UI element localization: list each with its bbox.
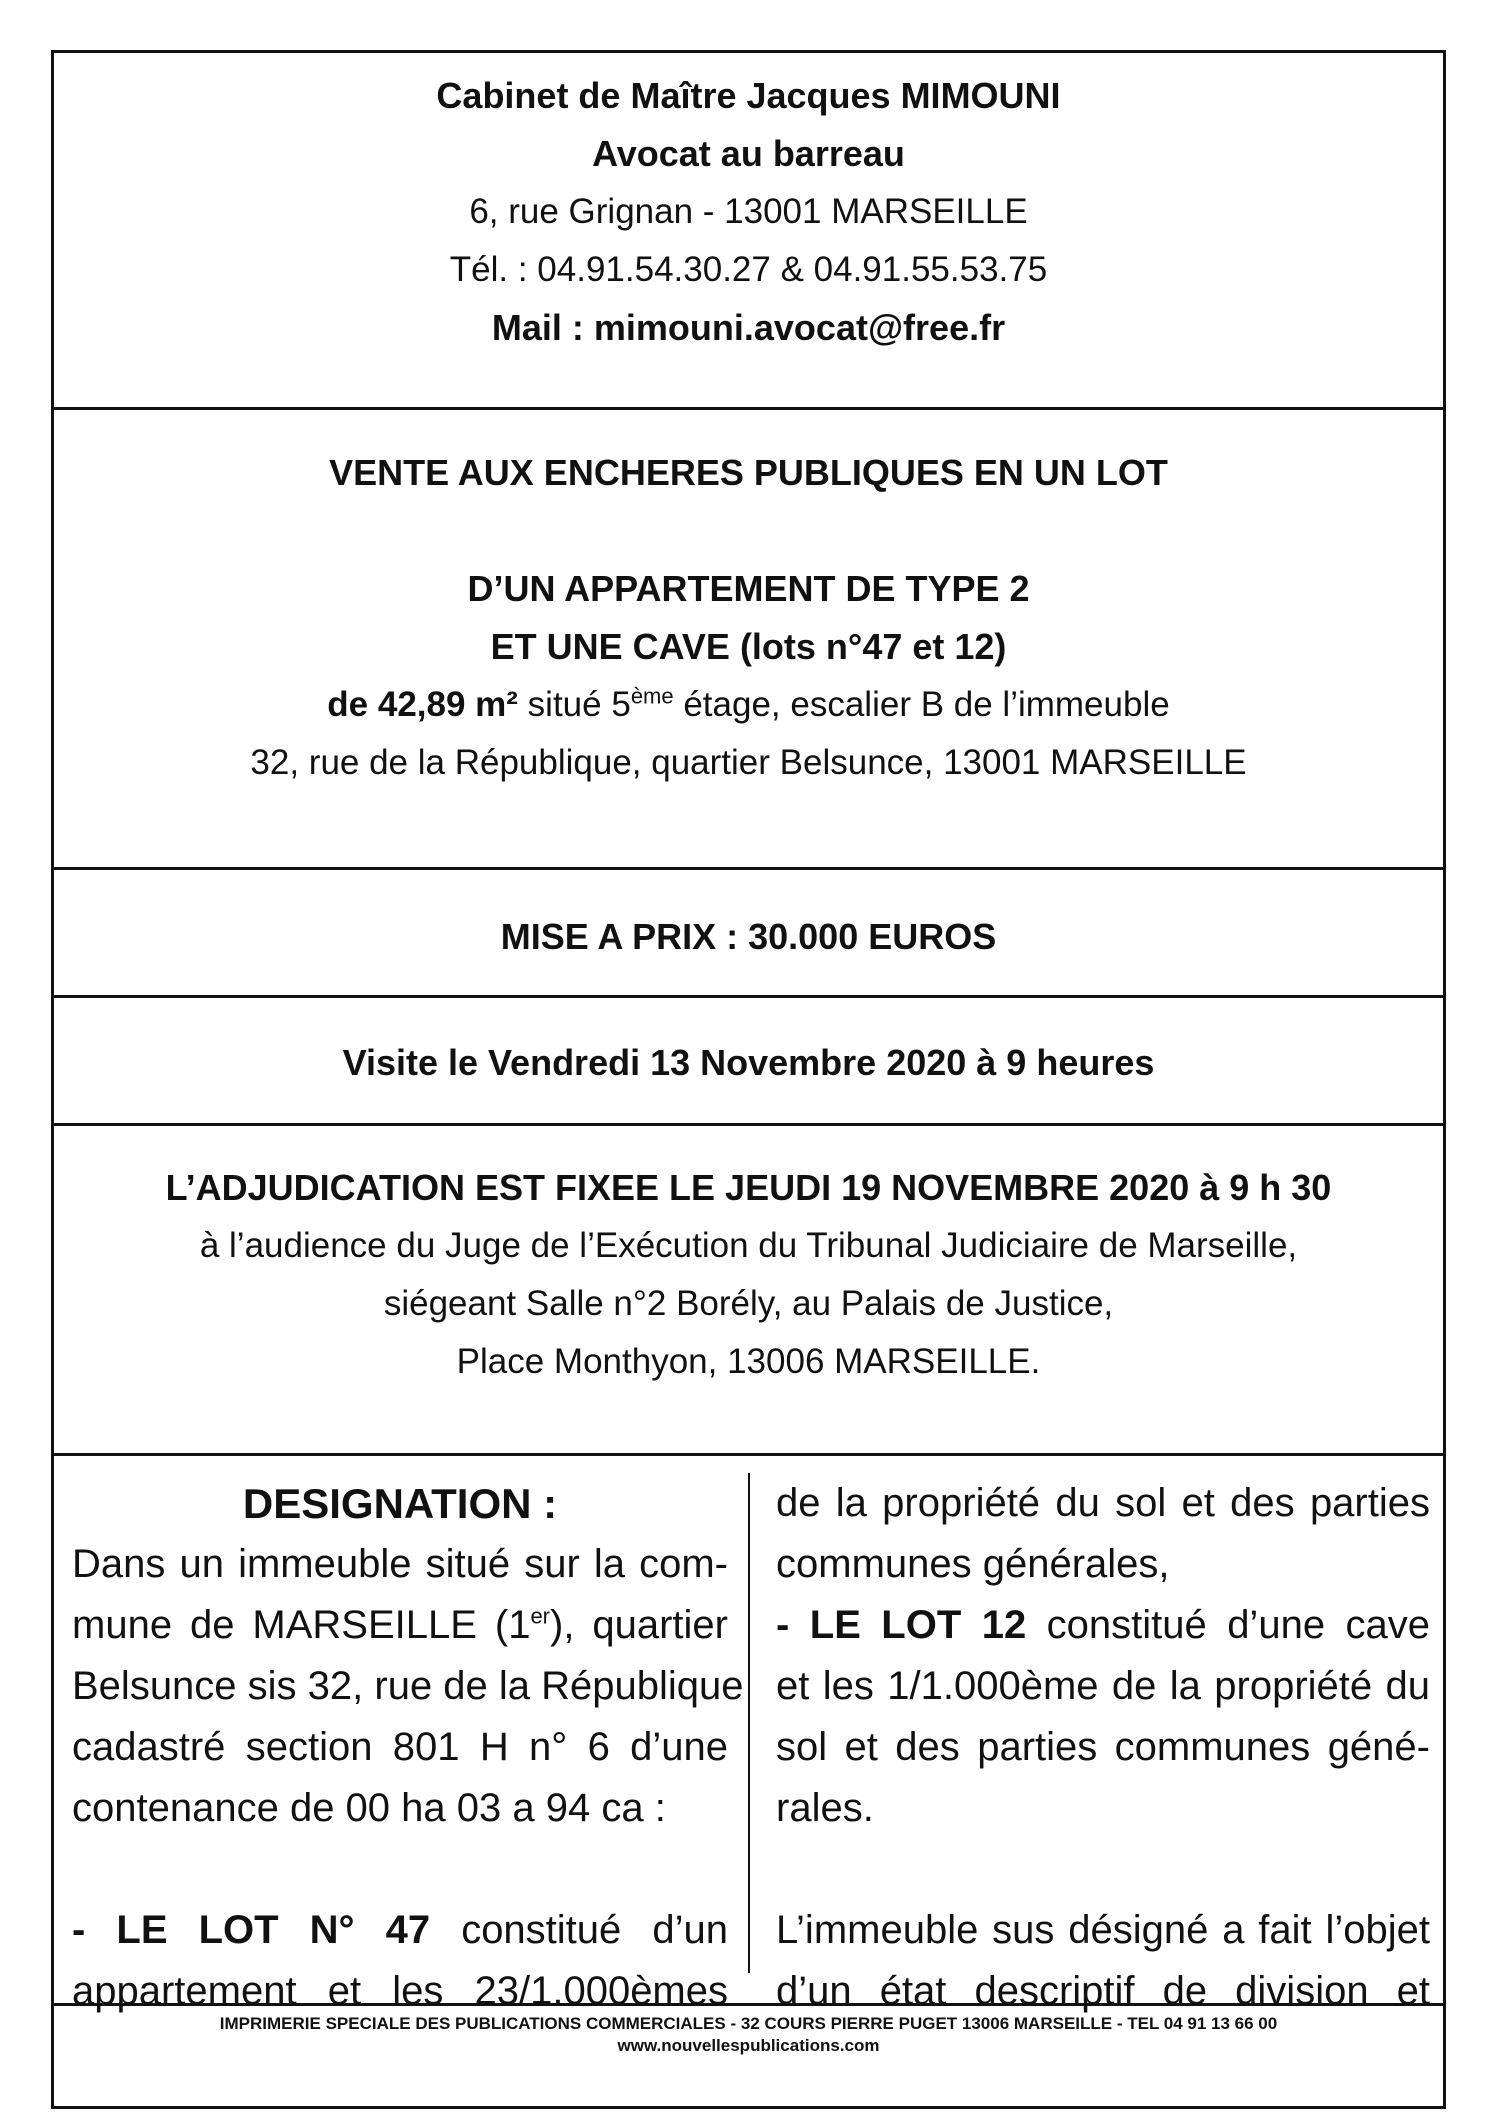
printer-footer: [54, 2013, 1443, 2057]
divider: [54, 995, 1443, 998]
designation-heading: DESIGNATION :: [242, 1480, 558, 1527]
printer-website: www.nouvellespublications.com: [617, 2036, 880, 2055]
notice-frame: [51, 50, 1446, 2109]
designation-text: contenance de 00 ha 03 a 94 ca :: [72, 1786, 666, 1830]
lot-47: - LE LOT N° 47 constitué d’un: [72, 1908, 728, 1952]
designation-text: rales.: [776, 1786, 874, 1830]
designation-text: L’immeuble sus désigné a fait l’objet: [776, 1908, 1430, 1952]
cabinet-name: Cabinet de Maître Jacques MIMOUNI: [436, 75, 1061, 116]
designation-text: cadastré section 801 H n° 6 d’une: [72, 1725, 728, 1769]
adjudication-title: L’ADJUDICATION EST FIXEE LE JEUDI 19 NOVEMBRE 2020 à 9 h 30: [165, 1167, 1332, 1208]
adjudication-court: à l’audience du Juge de l’Exécution du Tribunal Judiciaire de Marseille,: [199, 1226, 1298, 1265]
sale-lots: ET UNE CAVE (lots n°47 et 12): [490, 626, 1007, 667]
divider: [54, 2003, 1443, 2006]
adjudication-section: [54, 1159, 1443, 1391]
designation-right-column: [776, 1473, 1430, 2022]
lawyer-title: Avocat au barreau: [592, 133, 905, 174]
printer-info: IMPRIMERIE SPECIALE DES PUBLICATIONS COMMERCIALES - 32 COURS PIERRE PUGET 13006 MARSEILLE - TEL 04 91 13 66 00: [219, 2014, 1278, 2033]
designation-text: appartement et les 23/1.000èmes: [72, 1969, 728, 2013]
sale-type: D’UN APPARTEMENT DE TYPE 2: [467, 568, 1030, 609]
sale-title: VENTE AUX ENCHERES PUBLIQUES EN UN LOT: [329, 452, 1168, 493]
designation-left-column: [72, 1473, 744, 2022]
visit-section: [54, 1034, 1443, 1092]
lot-12: - LE LOT 12 constitué d’une cave: [776, 1603, 1430, 1647]
designation-text: Belsunce sis 32, rue de la République: [72, 1664, 744, 1708]
sale-address: 32, rue de la République, quartier Belsunce, 13001 MARSEILLE: [250, 743, 1247, 782]
visit-date: Visite le Vendredi 13 Novembre 2020 à 9 heures: [342, 1042, 1155, 1083]
designation-text: Dans un immeuble situé sur la com-: [72, 1542, 728, 1586]
designation-text: mune de MARSEILLE (1er), quartier: [72, 1603, 728, 1647]
divider: [54, 407, 1443, 410]
cabinet-phone: Tél. : 04.91.54.30.27 & 04.91.55.53.75: [449, 250, 1048, 289]
designation-text: sol et des parties communes géné-: [776, 1725, 1430, 1769]
cabinet-address: 6, rue Grignan - 13001 MARSEILLE: [469, 192, 1028, 231]
divider: [54, 1453, 1443, 1456]
divider: [54, 867, 1443, 870]
sale-section: [54, 444, 1443, 792]
designation-text: et les 1/1.000ème de la propriété du: [776, 1664, 1430, 1708]
adjudication-place: Place Monthyon, 13006 MARSEILLE.: [456, 1342, 1041, 1381]
divider: [54, 1123, 1443, 1126]
designation-text: communes générales,: [776, 1542, 1170, 1586]
adjudication-room: siégeant Salle n°2 Borély, au Palais de Justice,: [383, 1284, 1114, 1323]
sale-area: de 42,89 m²: [327, 685, 518, 724]
price-section: [54, 908, 1443, 966]
column-divider: [748, 1473, 750, 1973]
lawyer-header: [54, 67, 1443, 357]
designation-text: d’un état descriptif de division et: [776, 1969, 1430, 2013]
sale-surface: de 42,89 m² situé 5ème étage, escalier B de l’immeuble: [327, 683, 1170, 724]
designation-text: de la propriété du sol et des parties: [776, 1481, 1430, 1525]
cabinet-mail: Mail : mimouni.avocat@free.fr: [491, 307, 1006, 348]
starting-price: MISE A PRIX : 30.000 EUROS: [500, 916, 997, 957]
